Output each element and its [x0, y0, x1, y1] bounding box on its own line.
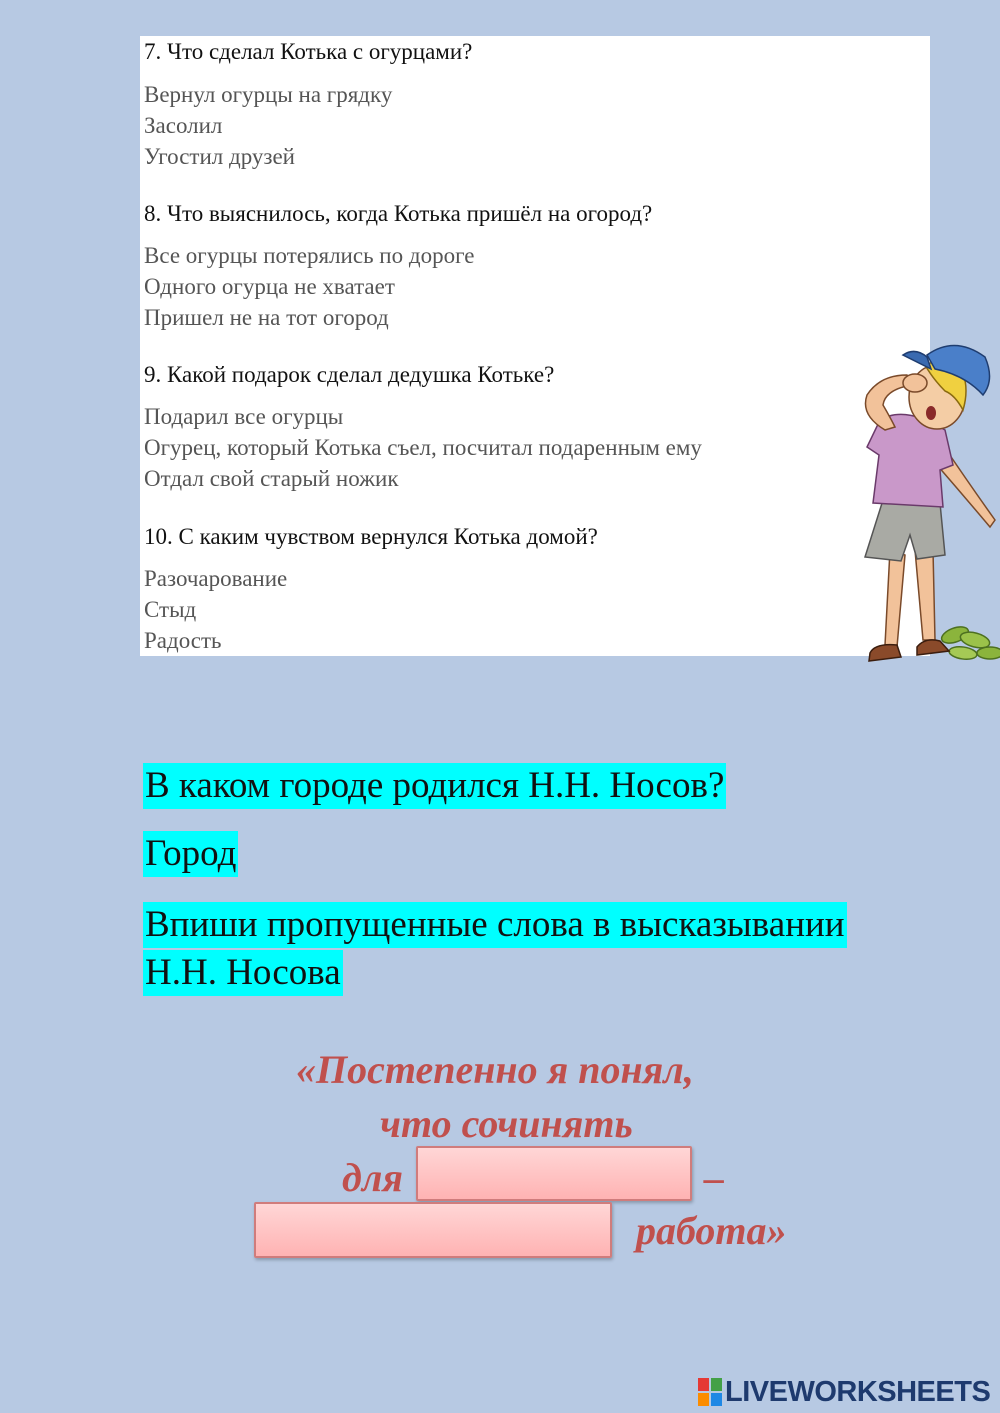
question-7-title: 7. Что сделал Котька с огурцами?: [144, 39, 473, 64]
quote-dash: –: [704, 1155, 724, 1200]
liveworksheets-brand[interactable]: [698, 1374, 990, 1410]
question-8-title: 8. Что выяснилось, когда Котька пришёл на огород?: [144, 201, 653, 226]
boy-illustration: [845, 335, 1000, 680]
quiz-panel: [140, 36, 930, 656]
question-9-title: 9. Какой подарок сделал дедушка Котьке?: [144, 362, 555, 387]
fill-instruction-line-1: Впиши пропущенные слова в высказывании: [143, 902, 847, 948]
q10-option-2[interactable]: Стыд: [144, 597, 197, 622]
blank-input-2[interactable]: [254, 1202, 612, 1258]
city-label: Город: [143, 831, 238, 877]
q7-option-2[interactable]: Засолил: [144, 113, 223, 138]
q9-option-3[interactable]: Отдал свой старый ножик: [144, 466, 399, 491]
question-10-title: 10. С каким чувством вернулся Котька домой?: [144, 524, 598, 549]
q10-option-3[interactable]: Радость: [144, 628, 222, 653]
q9-option-1[interactable]: Подарил все огурцы: [144, 404, 344, 429]
q8-option-2[interactable]: Одного огурца не хватает: [144, 274, 395, 299]
q7-option-3[interactable]: Угостил друзей: [144, 144, 295, 169]
liveworksheets-logo-icon: [698, 1378, 722, 1406]
city-question: В каком городе родился Н.Н. Носов?: [143, 763, 726, 809]
q7-option-1[interactable]: Вернул огурцы на грядку: [144, 82, 393, 107]
fill-instruction-line-2: Н.Н. Носова: [143, 950, 343, 996]
blank-input-1[interactable]: [416, 1146, 692, 1201]
q9-option-2[interactable]: Огурец, который Котька съел, посчитал подаренным ему: [144, 435, 702, 460]
quote-line-2: что сочинять: [380, 1101, 633, 1146]
quote-line-4-suffix: работа»: [636, 1208, 787, 1253]
brand-name: LIVEWORKSHEETS: [725, 1375, 991, 1408]
q8-option-1[interactable]: Все огурцы потерялись по дороге: [144, 243, 475, 268]
q10-option-1[interactable]: Разочарование: [144, 566, 288, 591]
quote-line-3-prefix: для: [342, 1155, 403, 1200]
quote-line-1: «Постепенно я понял,: [296, 1047, 694, 1092]
q8-option-3[interactable]: Пришел не на тот огород: [144, 305, 389, 330]
